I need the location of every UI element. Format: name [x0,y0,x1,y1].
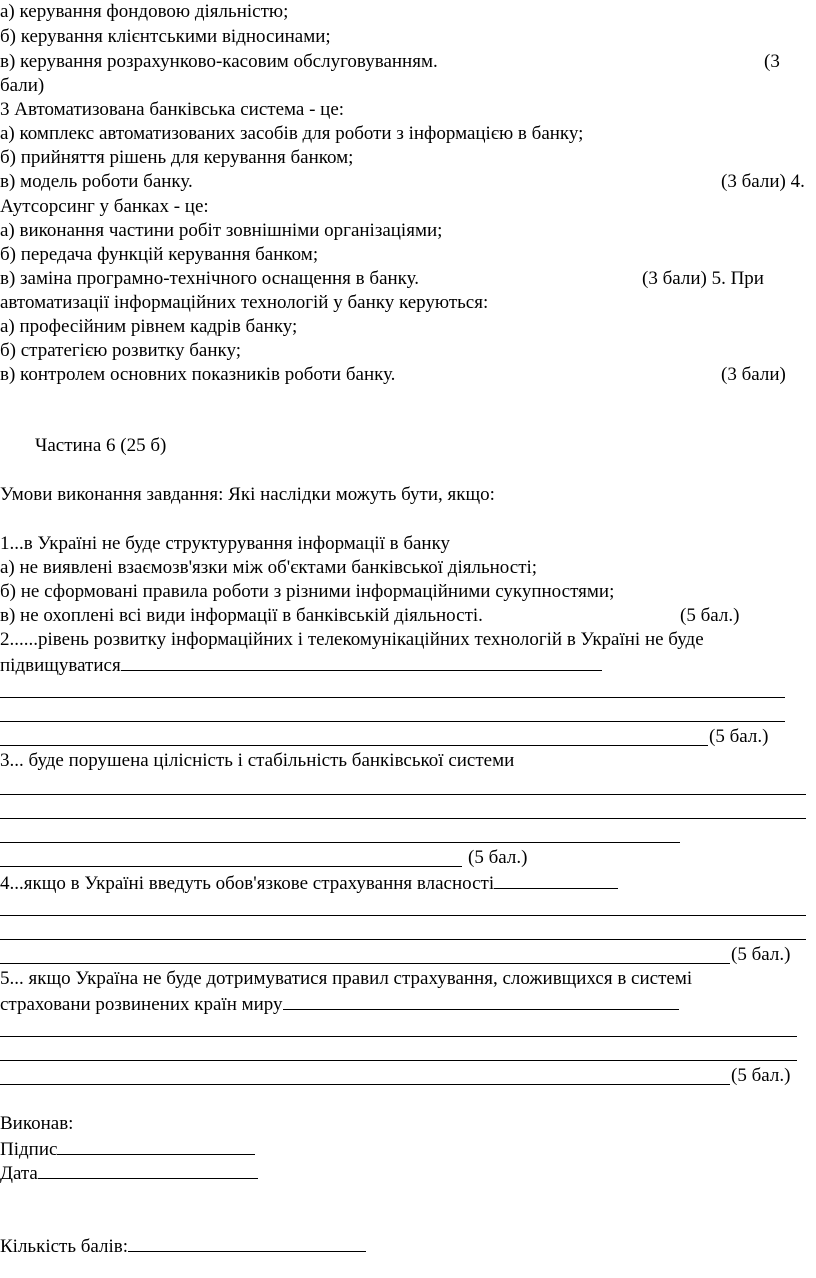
p6-q5-answer-line-2[interactable] [0,1036,797,1037]
p6-q5-points: (5 бал.) [731,1065,791,1086]
p6-q4-answer-line-2[interactable] [0,915,806,916]
q2-option-a: а) керування фондовою діяльністю; [0,1,289,22]
p6-q1-option-a: а) не виявлені взаємозв'язки між об'єктами банківської діяльності; [0,557,538,578]
q5-option-c: в) контролем основних показників роботи банку. [0,364,396,385]
q4-question: Аутсорсинг у банках - це: [0,196,209,217]
p6-q1-option-b: б) не сформовані правила роботи з різними інформаційними сукупностями; [0,581,615,602]
q5-option-b: б) стратегією розвитку банку; [0,340,241,361]
q2-option-b: б) керування клієнтськими відносинами; [0,26,331,47]
p6-q5-answer-line-3[interactable] [0,1060,797,1061]
q3-option-a: а) комплекс автоматизованих засобів для роботи з інформацією в банку; [0,123,584,144]
p6-q2-answer-line-4[interactable] [0,745,708,746]
p6-q2-title-cont [0,652,602,676]
score-row [0,1233,366,1257]
date-label: Дата [0,1163,38,1184]
q3-option-b: б) прийняття рішень для керування банком; [0,147,354,168]
p6-q1-option-c: в) не охоплені всі види інформації в банківській діяльності. [0,605,483,626]
q3-option-c: в) модель роботи банку. [0,171,193,192]
p6-q4-answer-line-4[interactable] [0,963,730,964]
p6-q2-points: (5 бал.) [709,726,769,747]
q3-question: 3 Автоматизована банківська система - це: [0,99,345,120]
q2-points-cont: бали) [0,75,45,96]
date-line[interactable] [38,1160,258,1179]
p6-q3-answer-line-1[interactable] [0,794,806,795]
q5-option-a: а) професійним рівнем кадрів банку; [0,316,298,337]
p6-q5-answer-line-4[interactable] [0,1084,730,1085]
done-by-label: Виконав: [0,1113,74,1134]
q3-points: (3 бали) 4. [721,171,805,192]
p6-q4-points: (5 бал.) [731,944,791,965]
p6-q4-title-text: 4...якщо в Україні введуть обов'язкове страхування власності [0,873,495,894]
p6-q4-title [0,870,618,894]
signature-label: Підпис [0,1139,58,1160]
p6-q2-answer-line-2[interactable] [0,697,785,698]
p6-q2-answer-line[interactable] [121,652,602,671]
p6-q5-title: 5... якщо Україна не буде дотримуватися правил страхування, сложивщихся в системі [0,968,693,989]
p6-q3-points: (5 бал.) [468,847,528,868]
p6-q2-title: 2......рівень розвитку інформаційних і телекомунікаційних технологій в Україні не буде [0,629,704,650]
p6-q1-points: (5 бал.) [680,605,740,626]
q5-points: (3 бали) [721,364,786,385]
p6-q4-answer-line-3[interactable] [0,939,806,940]
p6-q2-answer-line-3[interactable] [0,721,785,722]
q4-option-a: а) виконання частини робіт зовнішніми організаціями; [0,220,443,241]
p6-q3-answer-line-4[interactable] [0,866,462,867]
signature-row [0,1136,255,1160]
p6-q5-title-cont [0,991,679,1015]
q5-question: автоматизації інформаційних технологій у банку керуються: [0,292,489,313]
part6-conditions: Умови виконання завдання: Які наслідки можуть бути, якщо: [0,484,495,505]
p6-q5-title-word: страховани розвинених країн миру [0,994,283,1015]
score-line[interactable] [128,1233,366,1252]
date-row [0,1160,258,1184]
p6-q2-title-word: підвищуватися [0,655,121,676]
score-label: Кількість балів: [0,1236,129,1257]
q4-points: (3 бали) 5. При [642,268,764,289]
p6-q4-answer-line[interactable] [494,870,618,889]
part6-heading: Частина 6 (25 б) [35,435,167,456]
p6-q5-answer-line[interactable] [283,991,679,1010]
p6-q3-answer-line-3[interactable] [0,842,680,843]
p6-q3-answer-line-2[interactable] [0,818,806,819]
p6-q3-title: 3... буде порушена цілісність і стабільність банківської системи [0,750,515,771]
q2-option-c: в) керування розрахунково-касовим обслуговуванням. [0,51,438,72]
p6-q1-title: 1...в Україні не буде структурування інформації в банку [0,533,451,554]
q4-option-c: в) заміна програмно-технічного оснащення в банку. [0,268,419,289]
q4-option-b: б) передача функцій керування банком; [0,244,319,265]
q2-points: (3 [764,51,780,72]
signature-line[interactable] [57,1136,255,1155]
